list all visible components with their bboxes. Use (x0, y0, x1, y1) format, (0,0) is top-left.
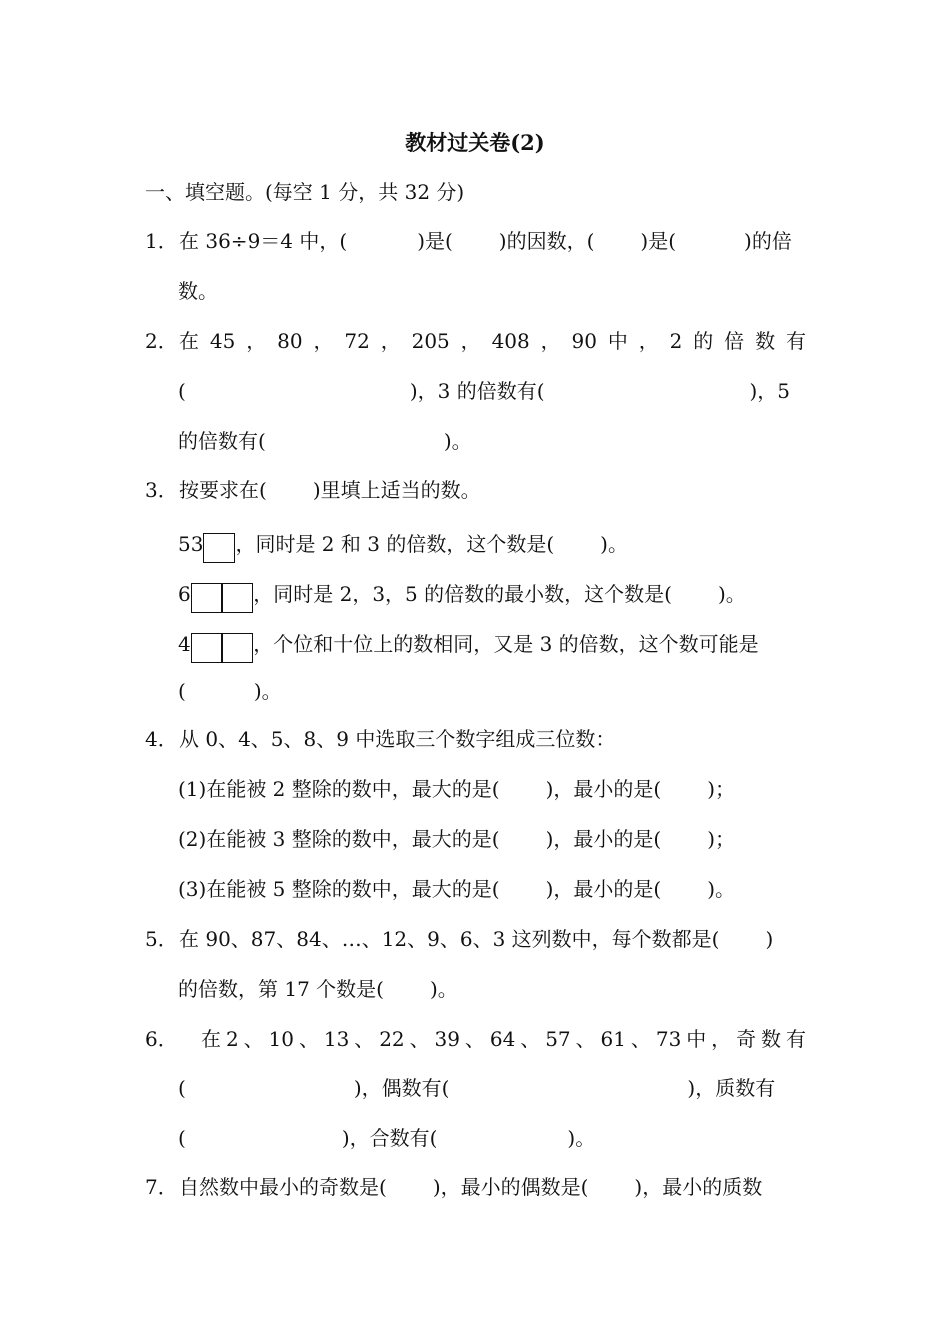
text-token: 的 (693, 329, 714, 353)
text-token: 45 (209, 329, 236, 353)
text-token: ， (380, 329, 401, 353)
question-4-sub-1: (1)在能被 2 整除的数中，最大的是( )，最小的是( )； (178, 777, 735, 801)
text-token: 408 (491, 329, 530, 353)
digit-box[interactable] (203, 533, 235, 563)
question-1-line-1: 1．在 36÷9＝4 中，( )是( )的因数，( )是( )的倍 (145, 229, 792, 253)
text-token: 在 (179, 329, 199, 353)
text-token: 13 (323, 1027, 350, 1051)
text-token: 有 (785, 1027, 806, 1051)
text-token: ， (638, 329, 659, 353)
question-2-line-1: 2． 在 45 ， 80 ， 72 ， 205 ， 408 ， 90 中 ， 2 的 倍 数 有 (145, 329, 806, 353)
digit-box[interactable] (191, 633, 223, 663)
text-token: 、 (575, 1027, 596, 1051)
question-6-text (179, 1025, 806, 1053)
question-4-line-1: 4．从 0、4、5、8、9 中选取三个数字组成三位数： (145, 727, 616, 751)
text-token: ， (460, 329, 481, 353)
question-4-sub-3: (3)在能被 5 整除的数中，最大的是( )，最小的是( )。 (178, 877, 735, 901)
text-token: 有 (785, 329, 806, 353)
question-3-part-c: 4 ，个位和十位上的数相同，又是 3 的倍数，这个数可能是 (178, 630, 759, 658)
text-token: 奇 (736, 1027, 757, 1051)
text-token: 中 (686, 1027, 707, 1051)
text-token: 数 (761, 1027, 782, 1051)
text-token: 39 (434, 1027, 460, 1051)
text-token: 73 (655, 1027, 682, 1051)
digit-box[interactable] (221, 583, 253, 613)
question-2-line-2: ( )，3 的倍数有( )，5 (178, 379, 791, 403)
text-token: 2 (225, 1027, 239, 1051)
text-token: ， (540, 329, 561, 353)
question-6-line-2: ( )，偶数有( )，质数有 (178, 1076, 776, 1100)
text-token: ， (246, 329, 267, 353)
text-token: ， (711, 1027, 732, 1051)
section-heading: 一、填空题。(每空 1 分，共 32 分) (145, 180, 465, 204)
digit-box-group (191, 633, 254, 663)
question-3-part-c-line-2: ( )。 (178, 679, 282, 703)
text-token: 、 (409, 1027, 430, 1051)
text-token: 22 (379, 1027, 405, 1051)
text-token: 倍 (724, 329, 745, 353)
question-1-line-2: 数。 (178, 279, 218, 303)
text-token: 、 (243, 1027, 264, 1051)
text-token: 2 (669, 329, 683, 353)
text-token: 205 (411, 329, 450, 353)
question-2-text (179, 327, 806, 355)
text-token: 90 (571, 329, 597, 353)
question-3-line-1: 3．按要求在( )里填上适当的数。 (145, 478, 481, 502)
text-token: 在 (201, 1027, 221, 1051)
question-3-part-a: 53 ，同时是 2 和 3 的倍数，这个数是( )。 (178, 530, 628, 558)
text-token: 、 (354, 1027, 375, 1051)
digit-box-group (191, 583, 254, 613)
text-token: 、 (464, 1027, 485, 1051)
text-token: 、 (520, 1027, 541, 1051)
digit-box[interactable] (191, 583, 223, 613)
page-title: 教材过关卷(2) (405, 130, 545, 155)
text-token: 80 (277, 329, 303, 353)
text-token: 中 (607, 329, 628, 353)
digit-box-group (203, 533, 235, 563)
text-token: 72 (344, 329, 370, 353)
question-3-part-b: 6 ，同时是 2，3，5 的倍数的最小数，这个数是( )。 (178, 580, 746, 608)
text-token: ， (313, 329, 334, 353)
question-7-line-1: 7．自然数中最小的奇数是( )，最小的偶数是( )，最小的质数 (145, 1175, 763, 1199)
text-token: 57 (545, 1027, 571, 1051)
text-token: 数 (755, 329, 776, 353)
text-token: 10 (268, 1027, 294, 1051)
text-token: 61 (600, 1027, 626, 1051)
question-6-line-1: 6． 在 2 、 10 、 13 、 22 、 39 、 64 、 57 、 61 、 73 中 ， 奇 数 有 (145, 1027, 806, 1051)
question-2-line-3: 的倍数有( )。 (178, 429, 472, 453)
digit-box[interactable] (221, 633, 253, 663)
text-token: 64 (489, 1027, 516, 1051)
question-4-sub-2: (2)在能被 3 整除的数中，最大的是( )，最小的是( )； (178, 827, 735, 851)
question-6-line-3: ( )，合数有( )。 (178, 1126, 596, 1150)
text-token: 、 (298, 1027, 319, 1051)
question-5-line-1: 5．在 90、87、84、…、12、9、6、3 这列数中，每个数都是( ) (145, 927, 774, 951)
text-token: 、 (630, 1027, 651, 1051)
question-5-line-2: 的倍数，第 17 个数是( )。 (178, 977, 458, 1001)
